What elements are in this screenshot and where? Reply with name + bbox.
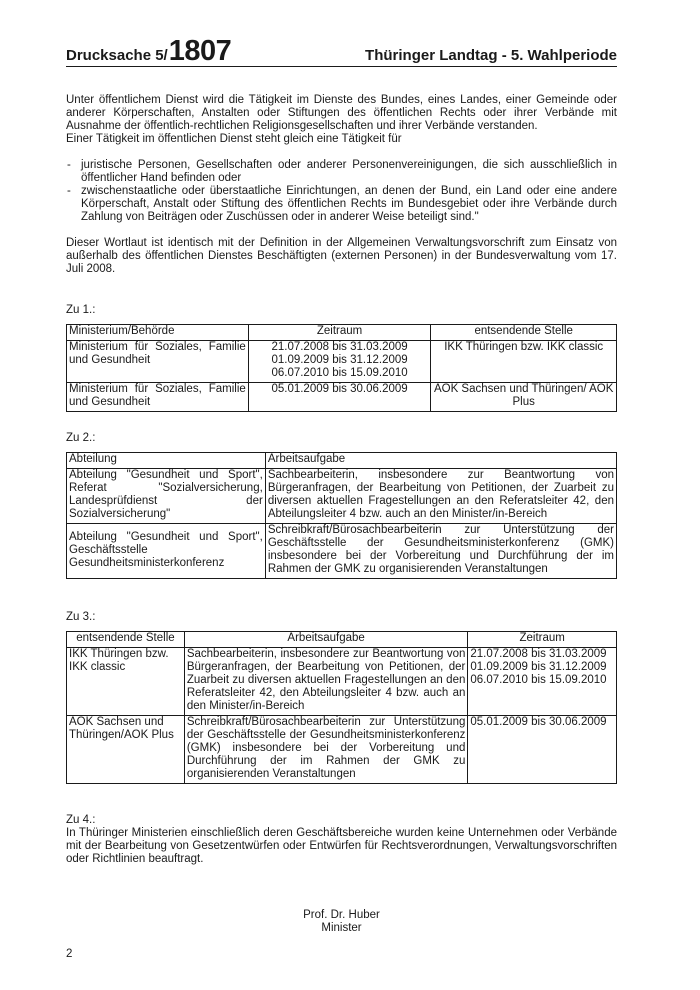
table-row xyxy=(67,648,617,716)
period-cell xyxy=(468,716,617,784)
col-header: Ministerium/Behörde xyxy=(67,325,249,341)
ministry-cell: Ministerium für Soziales, Familie und Gesundheit xyxy=(67,383,249,412)
sender-cell: AOK Sachsen und Thüringen/AOK Plus xyxy=(67,716,185,784)
intro-list xyxy=(66,159,617,224)
page xyxy=(66,30,617,960)
period-cell xyxy=(248,383,431,412)
col-header: Arbeitsaufgabe xyxy=(265,453,616,469)
signatory-title: Minister xyxy=(321,922,362,934)
list-item: - zwischenstaatliche oder überstaatliche Einrichtungen, an denen der Bund, ein Land oder eine andere Körperschaft, Anstalt oder Stiftung des öffentlichen Rechts im Bundesgebiet oder ihre Verbände durch Zahlung von Beiträgen oder Zuschüssen oder in anderer Weise beteiligt sind." xyxy=(66,185,617,224)
signature-block xyxy=(66,909,617,935)
table-row xyxy=(67,469,617,524)
list-item: - juristische Personen, Gesellschaften oder anderer Personenvereinigungen, die sich ausschließlich in öffentlicher Hand befinden oder xyxy=(66,159,617,185)
section3-label: Zu 3.: xyxy=(66,611,96,623)
col-header: Arbeitsaufgabe xyxy=(184,632,468,648)
section1-table xyxy=(66,324,617,412)
table-row xyxy=(67,383,617,412)
intro-block xyxy=(66,94,617,276)
parliament-title: Thüringer Landtag - 5. Wahlperiode xyxy=(365,47,617,64)
section2 xyxy=(66,432,617,579)
task-cell: Schreibkraft/Bürosachbearbeiterin zur Unterstützung der Geschäftsstelle der Gesundheitsministerkonferenz (GMK) insbesondere bei der Vorbereitung und Durchführung der im Rahmen der GMK zu organisierenden Veranstaltungen xyxy=(184,716,468,784)
period: 05.01.2009 bis 30.06.2009 xyxy=(271,383,408,395)
period: 06.07.2010 bis 15.09.2010 xyxy=(271,367,408,379)
sender-cell: IKK Thüringen bzw. IKK classic xyxy=(67,648,185,716)
intro-paragraph: Unter öffentlichem Dienst wird die Tätigkeit im Dienste des Bundes, eines Landes, einer Gemeinde oder anderer Körperschaften, Anstalten oder Stiftungen des öffentlichen Rechts oder ihrer Verbände mit Ausnahme der öffentlich-rechtlichen Religionsgesellschaften und ihrer Verbände verstanden. xyxy=(66,94,617,132)
section2-table xyxy=(66,452,617,579)
intro-definition-paragraph: Dieser Wortlaut ist identisch mit der Definition in der Allgemeinen Verwaltungsvorschrift zum Einsatz von außerhalb des öffentlichen Dienstes Beschäftigten (externen Personen) in der Bundesverwaltung vom 17. Juli 2008. xyxy=(66,237,617,275)
period: 05.01.2009 bis 30.06.2009 xyxy=(470,716,607,728)
doc-number: 1807 xyxy=(168,35,232,67)
department-cell: Abteilung "Gesundheit und Sport", Referat "Sozialversicherung, Landesprüfdienst der Sozialversicherung" xyxy=(67,469,266,524)
period-cell xyxy=(248,341,431,383)
col-header: Zeitraum xyxy=(468,632,617,648)
table-header-row xyxy=(67,453,617,469)
intro-paragraph-equal: Einer Tätigkeit im öffentlichen Dienst steht gleich eine Tätigkeit für xyxy=(66,133,402,145)
ministry-cell: Ministerium für Soziales, Familie und Gesundheit xyxy=(67,341,249,383)
table-header-row xyxy=(67,325,617,341)
period: 06.07.2010 bis 15.09.2010 xyxy=(470,674,607,686)
table-row xyxy=(67,341,617,383)
section4 xyxy=(66,814,617,866)
department-cell: Abteilung "Gesundheit und Sport", Geschäftsstelle Gesundheitsministerkonferenz xyxy=(67,524,266,579)
col-header: Abteilung xyxy=(67,453,266,469)
task-cell: Schreibkraft/Bürosachbearbeiterin zur Unterstützung der Geschäftsstelle der Gesundheitsministerkonferenz (GMK) insbesondere bei der Vorbereitung und Durchführung der im Rahmen der GMK zu organisierenden Veranstaltungen xyxy=(265,524,616,579)
section1 xyxy=(66,304,617,412)
section4-text: In Thüringer Ministerien einschließlich deren Geschäftsbereiche wurden keine Unternehmen oder Verbände mit der Bearbeitung von Gesetzentwürfen oder Entwürfen für Rechtsverordnungen, Verwaltungsvorschriften oder Richtlinien beauftragt. xyxy=(66,827,617,865)
task-cell: Sachbearbeiterin, insbesondere zur Beantwortung von Bürgeranfragen, der Bearbeitung von Petitionen, der Zuarbeit zu diversen aktuellen Fragestellungen an den Referatsleiter 42, den Abteilungsleiter 4 bzw. auch an den Minister/in-Bereich xyxy=(265,469,616,524)
doc-prefix: Drucksache 5/ xyxy=(66,47,168,64)
period: 21.07.2008 bis 31.03.2009 xyxy=(271,341,408,353)
page-header xyxy=(66,30,617,67)
section2-label: Zu 2.: xyxy=(66,432,96,444)
section3 xyxy=(66,611,617,784)
sender-cell: IKK Thüringen bzw. IKK classic xyxy=(431,341,617,383)
section4-label: Zu 4.: xyxy=(66,814,96,826)
sender-cell: AOK Sachsen und Thüringen/ AOK Plus xyxy=(431,383,617,412)
task-cell: Sachbearbeiterin, insbesondere zur Beantwortung von Bürgeranfragen, der Bearbeitung von Petitionen, der Zuarbeit zu diversen aktuellen Fragestellungen an den Referatsleiter 42, den Abteilungsleiter 4 bzw. auch an den Minister/in-Bereich xyxy=(184,648,468,716)
signatory-name: Prof. Dr. Huber xyxy=(303,909,380,921)
section3-table xyxy=(66,631,617,784)
section1-label: Zu 1.: xyxy=(66,304,96,316)
col-header: Zeitraum xyxy=(248,325,431,341)
col-header: entsendende Stelle xyxy=(431,325,617,341)
table-row xyxy=(67,524,617,579)
period: 01.09.2009 bis 31.12.2009 xyxy=(271,354,408,366)
period: 01.09.2009 bis 31.12.2009 xyxy=(470,661,607,673)
table-header-row xyxy=(67,632,617,648)
col-header: entsendende Stelle xyxy=(67,632,185,648)
period-cell xyxy=(468,648,617,716)
table-row xyxy=(67,716,617,784)
document-number xyxy=(66,35,232,67)
page-number: 2 xyxy=(66,948,73,960)
period: 21.07.2008 bis 31.03.2009 xyxy=(470,648,607,660)
